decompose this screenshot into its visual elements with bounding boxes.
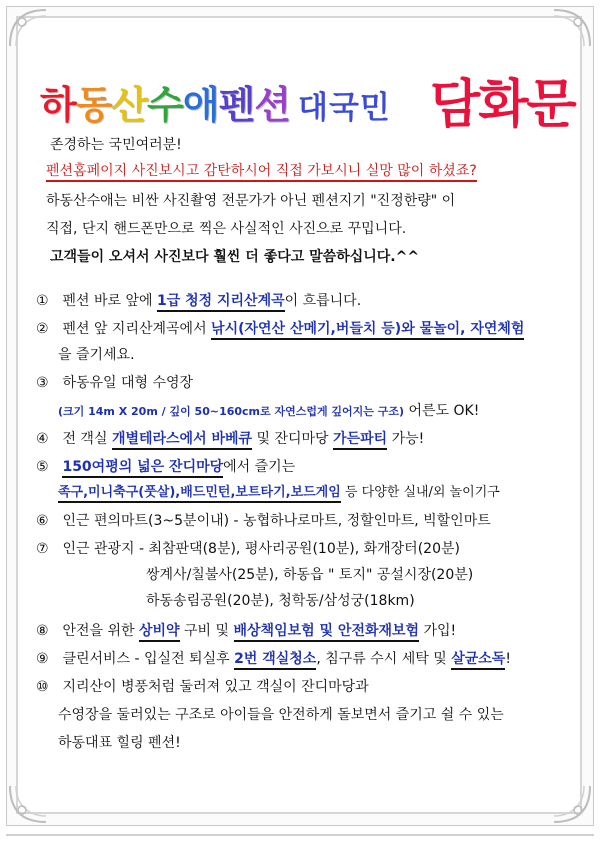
item-7-cont-1: 쌍계사/칠불사(25분), 하동읍 " 토지" 공설시장(20분) [146, 567, 474, 583]
corner-ornament-icon [552, 784, 592, 824]
item-highlight: 족구,미니축구(풋살),배드민턴,보트타기,보드게임 [58, 485, 341, 503]
item-text: 가입! [419, 623, 457, 639]
item-text: 에서 즐기는 [223, 459, 296, 475]
item-5-cont [58, 484, 500, 502]
intro-line-2: 하동산수애는 비싼 사진촬영 전문가가 아닌 펜션지기 "진정한량" 이 [46, 193, 456, 209]
item-10-cont-1: 수영장을 둘러있는 구조로 아이들을 안전하게 돌보면서 즐기고 쉴 수 있는 [58, 707, 504, 723]
item-num: ⑧ [36, 623, 49, 639]
item-7-cont-2: 하동송림공원(20분), 청학동/삼성궁(18km) [146, 593, 415, 609]
item-text: 등 다양한 실내/외 놀이기구 [340, 485, 500, 500]
item-4 [36, 430, 424, 448]
item-highlight: 1급 청정 지리산계곡 [157, 293, 285, 312]
item-5 [36, 458, 295, 476]
item-text: 구비 및 [179, 623, 234, 639]
page-footer-area [0, 826, 600, 851]
intro-line-3: 직접, 단지 핸드폰만으로 찍은 사실적인 사진으로 꾸밉니다. [46, 221, 407, 237]
item-9 [36, 650, 511, 668]
page-title [40, 62, 575, 135]
item-num: ⑤ [36, 459, 49, 475]
item-highlight: 가든파티 [333, 431, 387, 450]
item-3-cont [58, 402, 479, 421]
item-text: 안전을 위한 [62, 623, 139, 639]
item-text: ! [505, 651, 511, 667]
item-text: 및 잔디마당 [252, 431, 334, 447]
item-8 [36, 622, 456, 640]
corner-ornament-icon [8, 8, 48, 48]
item-2 [36, 320, 524, 338]
item-text: 하동유일 대형 수영장 [62, 375, 194, 391]
item-num: ⑦ [36, 541, 49, 557]
footer-rule [6, 834, 594, 836]
item-num: ③ [36, 375, 49, 391]
item-text: 전 객실 [62, 431, 112, 447]
item-num: ④ [36, 431, 49, 447]
item-2-cont: 을 즐기세요. [58, 347, 135, 363]
corner-ornament-icon [8, 784, 48, 824]
pension-name-char: 션 [254, 83, 291, 127]
item-text: 어른도 OK! [404, 403, 480, 419]
pension-name-char: 애 [182, 83, 219, 127]
greeting: 존경하는 국민여러분! [50, 137, 182, 153]
item-text: 펜션 앞 지리산계곡에서 [62, 321, 212, 337]
corner-ornament-icon [552, 8, 592, 48]
item-text: 가능! [387, 431, 425, 447]
item-num: ① [36, 293, 49, 309]
item-text: 인근 편의마트(3~5분이내) - 농협하나로마트, 정할인마트, 빅할인마트 [62, 513, 491, 529]
item-text: 이 흐릅니다. [284, 293, 362, 309]
item-highlight: 2번 객실청소 [234, 651, 316, 670]
intro-line-1-text: 펜션홈페이지 사진보시고 감탄하시어 직접 가보시니 실망 많이 하셨죠? [46, 163, 477, 182]
item-highlight: 낚시(자연산 산메기,버들치 등)와 물놀이, 자연체험 [211, 321, 524, 340]
item-highlight: 150여평의 넓은 잔디마당 [62, 459, 223, 478]
item-num: ② [36, 321, 49, 337]
item-highlight: 살균소독 [451, 651, 505, 670]
item-3 [36, 374, 193, 392]
pension-name-char: 동 [75, 83, 112, 127]
item-num: ⑩ [36, 679, 49, 695]
item-highlight: 배상책임보험 및 안전화재보험 [234, 623, 420, 642]
item-num: ⑥ [36, 513, 49, 529]
intro-line-1 [46, 162, 477, 180]
pension-name-char: 수 [147, 83, 183, 127]
item-10-cont-2: 하동대표 힐링 펜션! [58, 735, 181, 751]
item-10 [36, 678, 369, 696]
item-7 [36, 540, 460, 558]
title-speech: 담화문 [430, 75, 575, 135]
item-text: , 침구류 수시 세탁 및 [316, 651, 452, 667]
pension-name-char: 펜 [218, 83, 255, 127]
item-6 [36, 512, 491, 530]
item-text: 클린서비스 - 입실전 퇴실후 [62, 651, 235, 667]
pool-spec: (크기 14m X 20m / 깊이 50~160cm로 자연스럽게 깊어지는 구조) [58, 405, 405, 418]
pension-name [40, 74, 290, 129]
intro-line-4: 고객들이 오셔서 사진보다 훨씬 더 좋다고 말씀하십니다.^^ [50, 249, 420, 265]
item-1 [36, 292, 361, 310]
title-nation: 대국민 [298, 90, 391, 126]
item-num: ⑨ [36, 651, 49, 667]
item-highlight: 상비약 [139, 623, 180, 642]
item-text: 펜션 바로 앞에 [62, 293, 157, 309]
item-highlight: 개별테라스에서 바베큐 [112, 431, 252, 450]
item-text: 지리산이 병풍처럼 둘러져 있고 객실이 잔디마당과 [62, 679, 369, 695]
pension-name-char: 하 [40, 83, 76, 127]
pension-name-char: 산 [111, 83, 148, 127]
item-text: 인근 관광지 - 최참판댁(8분), 평사리공원(10분), 화개장터(20분) [62, 541, 460, 557]
